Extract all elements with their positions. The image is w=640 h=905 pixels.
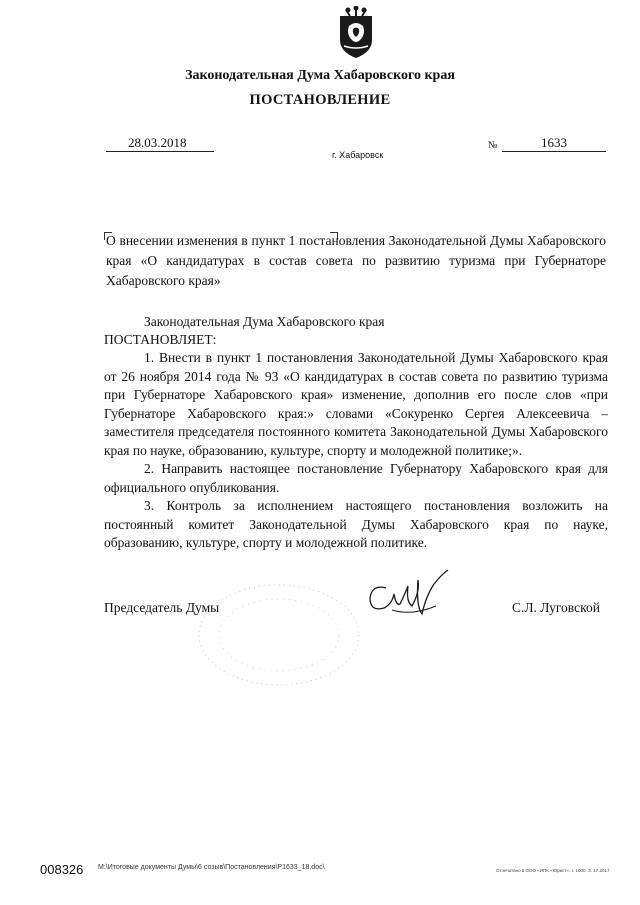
resolution-item-2: 2. Направить настоящее постановление Губернатору Хабаровского края для официального опубликования. [104, 461, 608, 495]
footer-print-note: Отпечатано в ООО «ИПК «Юрист». т. 1000. З. 17.2017 [496, 868, 610, 873]
document-date: 28.03.2018 [128, 135, 187, 150]
footer-file-path: M:\Итоговые документы Думы\6 созыв\Постановления\P1633_18.doc\ [98, 864, 325, 871]
coat-of-arms-icon [336, 6, 376, 60]
stamp-imprint [194, 580, 364, 690]
resolution-item-3: 3. Контроль за исполнением настоящего постановления возложить на постоянный комитет Законодательной Думы Хабаровского края по науке, образованию, культуре, спорту и молодежной политике. [104, 498, 608, 550]
signatory-name: С.Л. Луговской [512, 600, 600, 615]
handwritten-signature [362, 566, 462, 626]
footer-document-number: 008326 [40, 862, 84, 877]
city-label: г. Хабаровск [332, 150, 384, 160]
organization-name: Законодательная Дума Хабаровского края [185, 68, 455, 83]
resolves-heading: ПОСТАНОВЛЯЕТ: [104, 332, 217, 347]
document-number: 1633 [541, 135, 567, 150]
duma-name-line: Законодательная Дума Хабаровского края [144, 314, 385, 329]
number-label: № [488, 140, 498, 151]
document-type-title: ПОСТАНОВЛЕНИЕ [249, 92, 391, 108]
document-subject: О внесении изменения в пункт 1 постановления Законодательной Думы Хабаровского края «О кандидатурах в состав совета по развитию туризма при Губернаторе Хабаровского края» [106, 233, 606, 288]
resolution-item-1: 1. Внести в пункт 1 постановления Законодательной Думы Хабаровского края от 26 ноября 2014 года № 93 «О кандидатурах в состав совета по развитию туризма при Губернаторе Хабаровского края» изменение, дополнив его после слов «при Губернаторе Хабаровского края:» словами «Сокуренко Сергея Алексеевича – заместителя председателя постоянного комитета Законодательной Думы Хабаровского края по науке, образованию, культуре, спорту и молодежной политике;». [104, 350, 608, 458]
signatory-position: Председатель Думы [104, 600, 220, 615]
